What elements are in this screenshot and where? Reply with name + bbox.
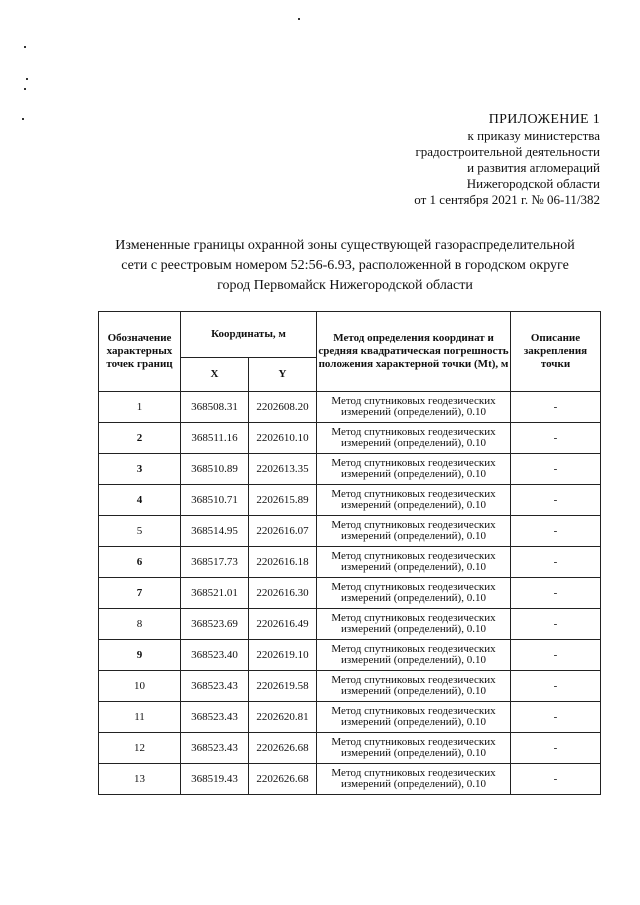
cell-x: 368517.73: [181, 547, 249, 578]
cell-method: Метод спутниковых геодезических измерений (определений), 0.10: [317, 423, 511, 454]
table-row: [99, 578, 601, 609]
cell-method: Метод спутниковых геодезических измерений (определений), 0.10: [317, 733, 511, 764]
cell-point: 12: [99, 733, 181, 764]
cell-method: Метод спутниковых геодезических измерений (определений), 0.10: [317, 547, 511, 578]
cell-point: 1: [99, 392, 181, 423]
table-row: [99, 671, 601, 702]
header-point: Обозначение характерных точек границ: [99, 312, 181, 392]
cell-point: 6: [99, 547, 181, 578]
cell-description: -: [511, 423, 601, 454]
cell-point: 2: [99, 423, 181, 454]
cell-y: 2202619.10: [249, 640, 317, 671]
cell-point: 10: [99, 671, 181, 702]
scan-speck: [24, 46, 26, 48]
title-line: город Первомайск Нижегородской области: [217, 278, 473, 293]
table-row: [99, 454, 601, 485]
table-row: [99, 733, 601, 764]
table-row: [99, 764, 601, 795]
cell-description: -: [511, 702, 601, 733]
document-title: [95, 236, 595, 296]
cell-y: 2202626.68: [249, 764, 317, 795]
appendix-line: от 1 сентября 2021 г. № 06-11/382: [414, 192, 600, 207]
cell-y: 2202620.81: [249, 702, 317, 733]
cell-point: 5: [99, 516, 181, 547]
cell-x: 368508.31: [181, 392, 249, 423]
cell-y: 2202626.68: [249, 733, 317, 764]
table-row: [99, 423, 601, 454]
table-row: [99, 392, 601, 423]
cell-x: 368511.16: [181, 423, 249, 454]
header-method: Метод определения координат и средняя квадратическая погрешность положения характерной точки (Mt), м: [317, 312, 511, 392]
cell-description: -: [511, 609, 601, 640]
appendix-heading: ПРИЛОЖЕНИЕ 1: [488, 112, 600, 127]
cell-description: -: [511, 671, 601, 702]
cell-y: 2202615.89: [249, 485, 317, 516]
cell-point: 9: [99, 640, 181, 671]
cell-x: 368510.71: [181, 485, 249, 516]
cell-method: Метод спутниковых геодезических измерений (определений), 0.10: [317, 640, 511, 671]
cell-x: 368519.43: [181, 764, 249, 795]
cell-description: -: [511, 516, 601, 547]
cell-description: -: [511, 485, 601, 516]
cell-x: 368521.01: [181, 578, 249, 609]
appendix-block: [280, 112, 600, 208]
table-row: [99, 702, 601, 733]
header-y: Y: [249, 358, 317, 392]
appendix-line: к приказу министерства: [467, 128, 600, 143]
scan-speck: [298, 18, 300, 20]
cell-y: 2202619.58: [249, 671, 317, 702]
cell-method: Метод спутниковых геодезических измерений (определений), 0.10: [317, 485, 511, 516]
scan-speck: [24, 88, 26, 90]
cell-y: 2202610.10: [249, 423, 317, 454]
table-row: [99, 516, 601, 547]
cell-method: Метод спутниковых геодезических измерений (определений), 0.10: [317, 609, 511, 640]
cell-y: 2202613.35: [249, 454, 317, 485]
cell-x: 368514.95: [181, 516, 249, 547]
coordinates-table: [98, 311, 601, 795]
cell-description: -: [511, 640, 601, 671]
cell-x: 368523.43: [181, 671, 249, 702]
cell-x: 368523.69: [181, 609, 249, 640]
header-coordinates: Координаты, м: [181, 312, 317, 358]
cell-point: 7: [99, 578, 181, 609]
cell-x: 368510.89: [181, 454, 249, 485]
cell-description: -: [511, 733, 601, 764]
cell-method: Метод спутниковых геодезических измерений (определений), 0.10: [317, 671, 511, 702]
appendix-line: градостроительной деятельности: [415, 144, 600, 159]
table-row: [99, 485, 601, 516]
cell-point: 3: [99, 454, 181, 485]
title-line: Измененные границы охранной зоны существующей газораспределительной: [115, 238, 575, 253]
cell-x: 368523.43: [181, 733, 249, 764]
cell-method: Метод спутниковых геодезических измерений (определений), 0.10: [317, 454, 511, 485]
cell-y: 2202608.20: [249, 392, 317, 423]
cell-x: 368523.43: [181, 702, 249, 733]
cell-point: 8: [99, 609, 181, 640]
scan-speck: [22, 118, 24, 120]
appendix-line: Нижегородской области: [466, 176, 600, 191]
header-description: Описание закрепления точки: [511, 312, 601, 392]
cell-description: -: [511, 578, 601, 609]
cell-method: Метод спутниковых геодезических измерений (определений), 0.10: [317, 702, 511, 733]
appendix-line: и развития агломераций: [467, 160, 600, 175]
header-x: X: [181, 358, 249, 392]
cell-description: -: [511, 454, 601, 485]
table-row: [99, 609, 601, 640]
cell-point: 4: [99, 485, 181, 516]
title-line: сети с реестровым номером 52:56-6.93, расположенной в городском округе: [121, 258, 569, 273]
table-row: [99, 640, 601, 671]
cell-point: 11: [99, 702, 181, 733]
cell-method: Метод спутниковых геодезических измерений (определений), 0.10: [317, 578, 511, 609]
cell-y: 2202616.30: [249, 578, 317, 609]
cell-method: Метод спутниковых геодезических измерений (определений), 0.10: [317, 516, 511, 547]
cell-point: 13: [99, 764, 181, 795]
cell-description: -: [511, 547, 601, 578]
cell-description: -: [511, 392, 601, 423]
cell-y: 2202616.18: [249, 547, 317, 578]
cell-x: 368523.40: [181, 640, 249, 671]
cell-method: Метод спутниковых геодезических измерений (определений), 0.10: [317, 392, 511, 423]
table-row: [99, 547, 601, 578]
cell-y: 2202616.49: [249, 609, 317, 640]
cell-method: Метод спутниковых геодезических измерений (определений), 0.10: [317, 764, 511, 795]
scan-speck: [26, 78, 28, 80]
cell-description: -: [511, 764, 601, 795]
cell-y: 2202616.07: [249, 516, 317, 547]
